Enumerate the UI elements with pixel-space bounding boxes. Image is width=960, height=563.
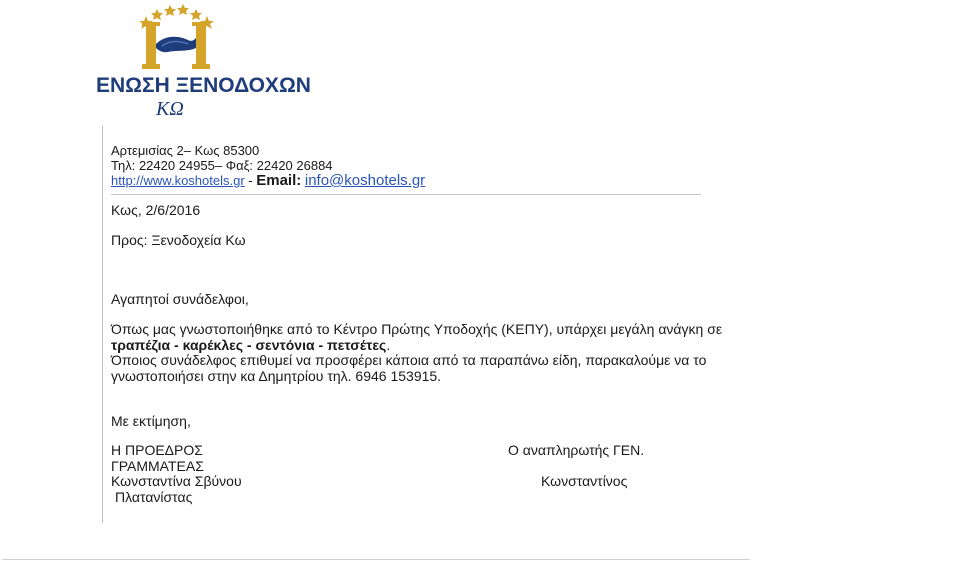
website-link[interactable]: http://www.koshotels.gr xyxy=(111,173,245,188)
letter-date: Κως, 2/6/2016 xyxy=(111,202,201,218)
signature-left-role: ΓΡΑΜΜΑΤΕΑΣ xyxy=(111,458,204,474)
needed-items-end: . xyxy=(386,337,391,353)
header-address: Αρτεμισίας 2– Κως 85300 xyxy=(111,143,260,158)
signature-left-name: Κωνσταντίνα Σβύνου xyxy=(111,473,242,489)
letter-closing: Με εκτίμηση, xyxy=(111,413,191,429)
logo-line-2: ΚΩ xyxy=(156,98,184,120)
signature-left-title: Η ΠΡΟΕΔΡΟΣ xyxy=(111,442,203,458)
paragraph-line-1: Όπως μας γνωστοποιήθηκε από το Κέντρο Πρώτης Υποδοχής (ΚΕΠΥ), υπάρχει μεγάλη ανάγκη σε xyxy=(111,321,723,337)
header-divider xyxy=(111,194,701,195)
header-separator: - xyxy=(244,173,257,188)
paragraph-line-4: γνωστοποιήσει στην κα Δημητρίου τηλ. 6946 153915. xyxy=(111,368,442,384)
signature-right-name: Κωνσταντίνος xyxy=(541,473,628,489)
letter-greeting: Αγαπητοί συνάδελφοι, xyxy=(111,291,249,307)
header-phone: Τηλ: 22420 24955– Φαξ: 22420 26884 xyxy=(111,158,333,173)
email-link[interactable]: info@koshotels.gr xyxy=(304,172,426,189)
margin-rule xyxy=(102,126,103,523)
paragraph-line-3: Όποιος συνάδελφος επιθυμεί να προσφέρει κάποια από τα παραπάνω είδη, παρακαλούμε να το xyxy=(111,352,707,368)
needed-items: τραπέζια - καρέκλες - σεντόνια - πετσέτες xyxy=(111,337,387,353)
email-label: Email: xyxy=(256,172,302,189)
logo-line-1: ΕΝΩΣΗ ΞΕΝΟΔΟΧΩΝ xyxy=(96,74,311,97)
signature-left-surname: Πλατανίστας xyxy=(115,489,193,505)
signature-right-title: Ο αναπληρωτής ΓΕΝ. xyxy=(508,442,645,458)
page-bottom-divider xyxy=(2,559,750,560)
paragraph-line-2 xyxy=(111,337,390,353)
letter-recipient: Προς: Ξενοδοχεία Κω xyxy=(111,232,246,248)
logo-emblem xyxy=(88,0,274,78)
header-contact-line xyxy=(111,172,425,189)
